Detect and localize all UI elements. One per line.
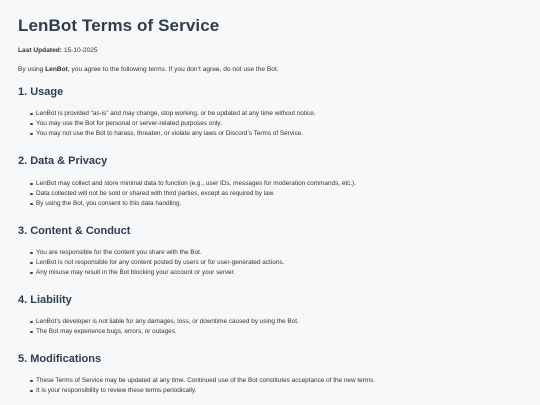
intro-suffix: , you agree to the following terms. If you don’t agree, do not use the Bot. — [67, 66, 279, 73]
section-list-liability — [36, 317, 299, 337]
section-heading-modifications: 5. Modifications — [18, 353, 102, 365]
section-heading-usage: 1. Usage — [18, 86, 64, 98]
list-item: These Terms of Service may be updated at any time. Continued use of the Bot constitutes acceptance of the new terms. — [36, 377, 376, 384]
list-item: You may not use the Bot to harass, threaten, or violate any laws or Discord’s Terms of Service. — [36, 129, 316, 139]
page-title: LenBot Terms of Service — [18, 16, 220, 35]
list-item: You are responsible for the content you share with the Bot. — [36, 248, 284, 258]
intro-text — [18, 66, 279, 73]
section-heading-content-conduct: 3. Content & Conduct — [18, 225, 131, 237]
section-list-content-conduct — [36, 248, 284, 278]
list-item: LenBot is not responsible for any content posted by users or for user-generated actions. — [36, 259, 285, 266]
list-item: LenBot may collect and store minimal data to function (e.g., user IDs, messages for moderation commands, etc.). — [36, 180, 357, 187]
last-updated — [18, 47, 98, 54]
list-item: It is your responsibility to review these terms periodically. — [36, 386, 375, 396]
intro-prefix: By using — [18, 66, 46, 73]
list-item: Data collected will not be sold or shared with third parties, except as required by law. — [36, 189, 356, 199]
list-item: LenBot’s developer is not liable for any damages, loss, or downtime caused by using the Bot. — [36, 318, 299, 325]
list-item: Any misuse may result in the Bot blocking your account or your server. — [36, 268, 284, 278]
last-updated-label: Last Updated: — [18, 47, 62, 54]
section-list-modifications — [36, 376, 375, 396]
list-item: The Bot may experience bugs, errors, or outages. — [36, 327, 299, 337]
list-item: By using the Bot, you consent to this data handling. — [36, 199, 356, 209]
last-updated-value: 15-10-2025 — [63, 47, 98, 54]
list-item: LenBot is provided “as-is” and may change, stop working, or be updated at any time without notice. — [36, 110, 316, 117]
section-list-data-privacy — [36, 179, 356, 209]
intro-bot-name: LenBot — [45, 66, 68, 73]
section-heading-liability: 4. Liability — [18, 294, 72, 306]
section-list-usage — [36, 109, 316, 139]
section-heading-data-privacy: 2. Data & Privacy — [18, 155, 108, 167]
list-item: You may use the Bot for personal or server-related purposes only. — [36, 119, 316, 129]
